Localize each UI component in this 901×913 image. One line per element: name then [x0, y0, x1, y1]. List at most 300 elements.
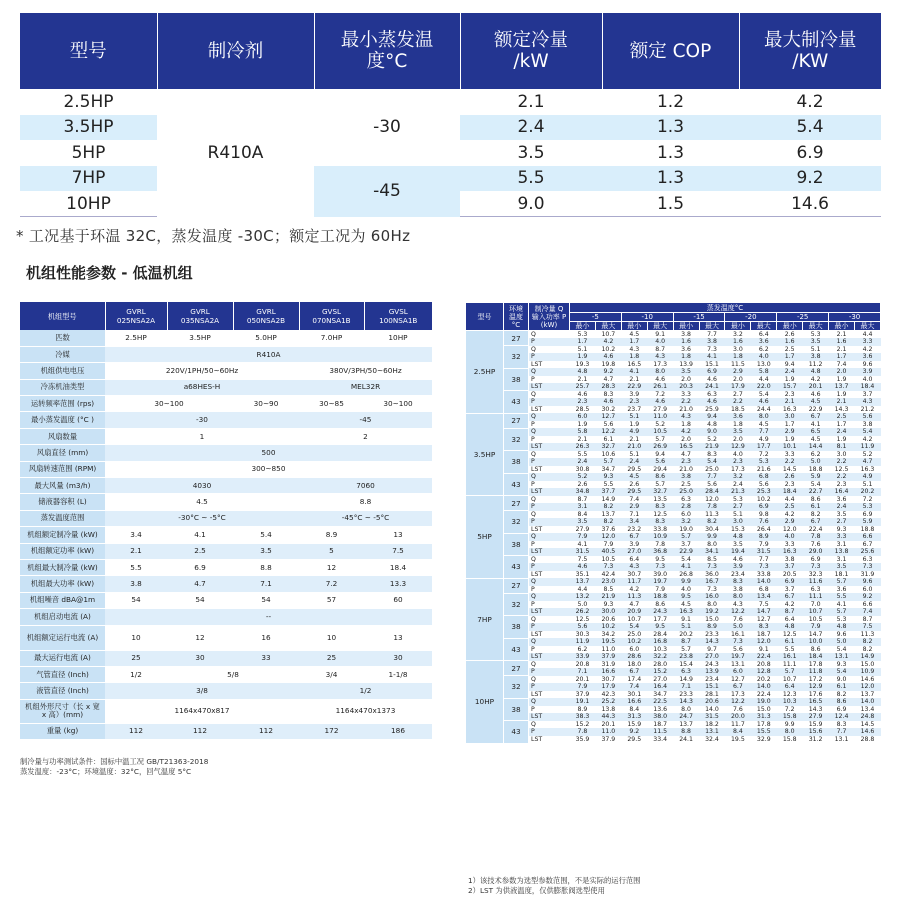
perf-value: 31.3: [751, 713, 777, 721]
perf-value: 7.1: [570, 668, 596, 676]
perf-value: 6.5: [803, 428, 829, 436]
perf-param-label: Q: [529, 346, 570, 354]
perf-value: 13.7: [854, 691, 880, 699]
perf-row: [466, 421, 881, 429]
perf-value: 10.7: [777, 676, 803, 684]
perf-minmax: 最小: [570, 322, 596, 331]
perf-value: 9.3: [829, 661, 855, 669]
perf-value: 4.1: [803, 421, 829, 429]
perf-value: 2.5: [777, 346, 803, 354]
perf-value: 8.5: [699, 556, 725, 564]
spec-label: 机组额定功率 (kW): [20, 543, 105, 559]
perf-value: 4.5: [621, 473, 647, 481]
perf-value: 5.8: [570, 428, 596, 436]
perf-value: 4.0: [854, 376, 880, 384]
spec-row: [20, 723, 432, 739]
perf-value: 5.6: [699, 481, 725, 489]
spec-label: 风扇直径 (mm): [20, 445, 105, 461]
perf-value: 3.9: [854, 368, 880, 376]
header-line: 温度: [509, 312, 523, 321]
perf-value: 6.1: [829, 683, 855, 691]
perf-row: [466, 428, 881, 436]
perf-value: 10.7: [803, 608, 829, 616]
perf-value: 24.3: [699, 661, 725, 669]
perf-value: 17.6: [803, 691, 829, 699]
header-line: /kW: [513, 51, 549, 72]
spec-value: 3/8: [105, 683, 299, 699]
perf-value: 3.5: [803, 338, 829, 346]
perf-value: 7.3: [699, 563, 725, 571]
perf-value: 8.6: [829, 698, 855, 706]
perf-value: 37.9: [595, 653, 621, 661]
spec-row: [20, 683, 432, 699]
summary-model: 10HP: [20, 191, 157, 217]
perf-value: 18.4: [777, 488, 803, 496]
perf-param-label: LST: [529, 466, 570, 474]
perf-value: 3.3: [829, 533, 855, 541]
perf-value: 31.5: [570, 548, 596, 556]
perf-value: 5.7: [673, 646, 699, 654]
perf-value: 31.2: [803, 736, 829, 744]
perf-model: 2.5HP: [466, 331, 504, 414]
summary-cop: 1.3: [602, 166, 739, 192]
perf-value: 5.9: [803, 473, 829, 481]
perf-value: 4.8: [829, 623, 855, 631]
perf-value: 6.1: [595, 436, 621, 444]
perf-value: 14.9: [673, 676, 699, 684]
perf-value: 2.3: [570, 398, 596, 406]
perf-value: 6.7: [803, 518, 829, 526]
summary-cop: 1.5: [602, 191, 739, 217]
perf-value: 8.7: [777, 608, 803, 616]
perf-value: 10.3: [647, 646, 673, 654]
perf-value: 32.2: [647, 653, 673, 661]
header-line: 050NSA2B: [246, 316, 286, 325]
perf-value: 9.0: [829, 676, 855, 684]
perf-value: 3.5: [570, 518, 596, 526]
perf-header-param: [529, 303, 570, 331]
spec-value: -30: [105, 412, 299, 428]
perf-value: 5.6: [570, 623, 596, 631]
perf-value: 8.9: [570, 706, 596, 714]
perf-param-label: LST: [529, 548, 570, 556]
perf-value: 28.4: [699, 488, 725, 496]
spec-note-line: 制冷量与功率测试条件：国标中温工况 GB/T21363-2018: [20, 757, 209, 766]
perf-value: 13.1: [699, 728, 725, 736]
perf-value: 2.5: [777, 503, 803, 511]
perf-value: 4.0: [725, 451, 751, 459]
perf-row: [466, 398, 881, 406]
perf-value: 14.6: [854, 676, 880, 684]
perf-ambient: 32: [504, 593, 529, 616]
perf-value: 2.3: [777, 391, 803, 399]
perf-value: 15.0: [699, 616, 725, 624]
spec-value: 380V/3PH/50~60Hz: [299, 363, 432, 379]
perf-minmax: 最小: [673, 322, 699, 331]
header-line: 型号: [69, 40, 107, 62]
perf-value: 4.3: [621, 346, 647, 354]
perf-value: 16.4: [829, 488, 855, 496]
perf-value: 8.3: [725, 578, 751, 586]
perf-value: 6.9: [777, 578, 803, 586]
perf-param-label: LST: [529, 383, 570, 391]
perf-value: 18.8: [854, 526, 880, 534]
header-line: GVRL: [126, 307, 146, 316]
perf-value: 18.7: [751, 631, 777, 639]
perf-minmax: 最大: [647, 322, 673, 331]
perf-value: 5.6: [595, 421, 621, 429]
perf-value: 21.0: [673, 466, 699, 474]
perf-value: 10.5: [803, 616, 829, 624]
spec-label: 机组最大功率 (kW): [20, 576, 105, 592]
perf-value: 11.8: [803, 668, 829, 676]
perf-value: 23.4: [725, 571, 751, 579]
spec-header-cell: [233, 302, 299, 330]
perf-value: 2.5: [829, 413, 855, 421]
perf-value: 2.2: [673, 398, 699, 406]
perf-value: 8.2: [803, 511, 829, 519]
spec-value: 3.5: [233, 543, 299, 559]
perf-value: 4.6: [570, 391, 596, 399]
perf-value: 17.7: [647, 616, 673, 624]
perf-value: 24.8: [854, 713, 880, 721]
perf-param-label: P: [529, 458, 570, 466]
perf-value: 4.7: [595, 376, 621, 384]
perf-value: 4.4: [777, 496, 803, 504]
perf-value: 5.7: [673, 533, 699, 541]
perf-value: 18.0: [621, 661, 647, 669]
spec-value: R410A: [105, 346, 432, 362]
spec-value: 112: [167, 723, 233, 739]
perf-value: 12.2: [725, 608, 751, 616]
perf-value: 4.8: [725, 533, 751, 541]
perf-value: 6.4: [777, 616, 803, 624]
perf-row: [466, 533, 881, 541]
perf-value: 28.3: [595, 383, 621, 391]
perf-value: 22.9: [673, 548, 699, 556]
spec-value: 54: [105, 592, 167, 608]
summary-footnote: * 工况基于环温 32C，蒸发温度 -30C；额定工况为 60Hz: [16, 227, 411, 245]
header-line: 最大制冷量: [763, 30, 857, 51]
summary-rated-capacity: 5.5: [460, 166, 602, 192]
perf-value: 14.7: [803, 631, 829, 639]
perf-value: 10.9: [647, 533, 673, 541]
spec-value: 500: [105, 445, 432, 461]
perf-value: 7.1: [621, 511, 647, 519]
perf-row: [466, 473, 881, 481]
perf-value: 9.7: [699, 646, 725, 654]
perf-row: [466, 436, 881, 444]
spec-value: 30~90: [233, 396, 299, 412]
perf-value: 34.7: [647, 691, 673, 699]
perf-value: 23.4: [699, 676, 725, 684]
perf-row: [466, 331, 881, 339]
perf-value: 12.5: [777, 631, 803, 639]
perf-value: 13.7: [595, 511, 621, 519]
perf-value: 17.8: [751, 721, 777, 729]
perf-evap-temp: -15: [673, 313, 725, 322]
perf-row: [466, 706, 881, 714]
perf-row: [466, 376, 881, 384]
perf-value: 8.2: [854, 646, 880, 654]
perf-value: 3.8: [854, 421, 880, 429]
perf-value: 42.3: [595, 691, 621, 699]
perf-value: 3.2: [725, 331, 751, 339]
header-line: (kW): [540, 320, 558, 329]
perf-value: 20.2: [751, 676, 777, 684]
perf-value: 5.3: [803, 331, 829, 339]
perf-value: 17.3: [647, 361, 673, 369]
perf-value: 38.3: [570, 713, 596, 721]
perf-value: 6.4: [621, 556, 647, 564]
spec-row: [20, 576, 432, 592]
spec-value: 30~100: [105, 396, 233, 412]
perf-value: 4.5: [621, 331, 647, 339]
perf-value: 4.3: [854, 398, 880, 406]
perf-value: 10.2: [595, 623, 621, 631]
perf-value: 20.2: [854, 488, 880, 496]
spec-row: [20, 428, 432, 444]
spec-value: -30°C ~ -5°C: [105, 510, 299, 526]
perf-value: 2.1: [570, 376, 596, 384]
spec-label: 机组启动电流 (A): [20, 609, 105, 625]
perf-param-label: Q: [529, 511, 570, 519]
perf-value: 18.5: [725, 406, 751, 414]
spec-value: 30: [167, 650, 233, 666]
spec-value: 33: [233, 650, 299, 666]
spec-value: 5.0HP: [233, 330, 299, 346]
perf-value: 18.4: [803, 653, 829, 661]
spec-value: 4.7: [167, 576, 233, 592]
perf-value: 2.3: [725, 458, 751, 466]
perf-value: 6.7: [803, 413, 829, 421]
perf-row: [466, 443, 881, 451]
perf-value: 7.8: [570, 728, 596, 736]
perf-value: 8.3: [829, 721, 855, 729]
perf-value: 7.7: [699, 473, 725, 481]
perf-value: 8.3: [699, 451, 725, 459]
perf-value: 4.5: [803, 398, 829, 406]
perf-value: 2.6: [621, 481, 647, 489]
perf-value: 7.9: [595, 541, 621, 549]
perf-value: 4.9: [751, 436, 777, 444]
perf-value: 30.7: [595, 676, 621, 684]
perf-value: 7.7: [751, 428, 777, 436]
perf-value: 4.0: [647, 338, 673, 346]
perf-value: 7.4: [854, 608, 880, 616]
perf-value: 8.7: [570, 496, 596, 504]
perf-value: 6.9: [803, 556, 829, 564]
summary-cop: 1.3: [656, 142, 685, 163]
perf-value: 12.9: [725, 443, 751, 451]
summary-cop: 1.3: [602, 115, 739, 141]
perf-value: 8.9: [699, 623, 725, 631]
perf-value: 25.0: [699, 466, 725, 474]
perf-value: 8.7: [854, 616, 880, 624]
perf-ambient: 43: [504, 473, 529, 496]
perf-value: 15.7: [777, 383, 803, 391]
spec-value: -45°C ~ -5°C: [299, 510, 432, 526]
perf-value: 3.6: [673, 346, 699, 354]
perf-value: 7.2: [647, 391, 673, 399]
spec-row: [20, 494, 432, 510]
spec-value: 1164x470x817: [105, 699, 299, 723]
perf-value: 4.0: [673, 586, 699, 594]
perf-value: 32.7: [647, 488, 673, 496]
perf-value: 22.4: [751, 653, 777, 661]
perf-value: 22.4: [803, 526, 829, 534]
perf-value: 6.9: [751, 503, 777, 511]
spec-value: 8.8: [233, 559, 299, 575]
spec-value: 1: [105, 428, 299, 444]
perf-value: 14.9: [854, 653, 880, 661]
spec-label: 机组最大制冷量 (kW): [20, 559, 105, 575]
perf-value: 3.6: [829, 586, 855, 594]
perf-value: 6.3: [699, 391, 725, 399]
perf-value: 12.0: [595, 533, 621, 541]
perf-value: 23.0: [595, 578, 621, 586]
perf-value: 8.1: [829, 443, 855, 451]
perf-param-label: P: [529, 353, 570, 361]
perf-value: 25.2: [595, 698, 621, 706]
perf-value: 31.3: [621, 713, 647, 721]
perf-value: 6.3: [803, 586, 829, 594]
perf-minmax: 最大: [595, 322, 621, 331]
perf-value: 12.8: [751, 668, 777, 676]
summary-max-capacity: 9.2: [739, 166, 881, 192]
perf-value: 12.3: [777, 691, 803, 699]
perf-value: 18.8: [803, 466, 829, 474]
perf-header-evap: 蒸发温度°C: [570, 303, 881, 313]
perf-evap-temp: -30: [829, 313, 881, 322]
perf-value: 11.5: [647, 728, 673, 736]
perf-value: 3.8: [777, 556, 803, 564]
spec-value: 5.4: [233, 527, 299, 543]
perf-value: 4.0: [777, 533, 803, 541]
perf-minmax: 最小: [777, 322, 803, 331]
perf-value: 32.7: [595, 443, 621, 451]
perf-param-label: LST: [529, 526, 570, 534]
perf-value: 15.8: [777, 713, 803, 721]
perf-value: 2.4: [570, 458, 596, 466]
perf-value: 44.3: [595, 713, 621, 721]
perf-value: 5.2: [854, 451, 880, 459]
perf-value: 5.7: [829, 578, 855, 586]
perf-value: 13.1: [829, 653, 855, 661]
perf-value: 9.2: [621, 728, 647, 736]
perf-value: 11.1: [803, 593, 829, 601]
perf-value: 5.0: [803, 458, 829, 466]
perf-value: 3.6: [854, 353, 880, 361]
perf-minmax: 最小: [725, 322, 751, 331]
perf-value: 20.3: [673, 383, 699, 391]
perf-value: 19.7: [647, 578, 673, 586]
perf-value: 2.7: [829, 518, 855, 526]
perf-value: 7.3: [595, 563, 621, 571]
perf-value: 26.9: [647, 443, 673, 451]
spec-value: 3.5HP: [167, 330, 233, 346]
performance-footnote: [468, 876, 640, 896]
perf-value: 5.6: [751, 481, 777, 489]
perf-value: 25.9: [699, 406, 725, 414]
perf-value: 13.9: [673, 361, 699, 369]
perf-value: 39.0: [647, 571, 673, 579]
perf-row: [466, 631, 881, 639]
perf-value: 12.0: [854, 683, 880, 691]
perf-value: 1.8: [725, 353, 751, 361]
perf-value: 4.6: [647, 376, 673, 384]
perf-value: 23.3: [673, 691, 699, 699]
spec-footnote: [20, 757, 208, 777]
perf-value: 21.2: [854, 406, 880, 414]
spec-value: 57: [299, 592, 364, 608]
perf-value: 4.8: [803, 368, 829, 376]
summary-model: 5HP: [71, 142, 106, 163]
perf-value: 27.0: [647, 676, 673, 684]
perf-row: [466, 586, 881, 594]
summary-header-cell: [602, 13, 739, 89]
spec-value: 5.5: [105, 559, 167, 575]
perf-value: 2.6: [777, 331, 803, 339]
summary-min-evap: -45: [314, 166, 460, 217]
spec-label: 运转频率范围 (rps): [20, 396, 105, 412]
perf-value: 1.9: [570, 421, 596, 429]
spec-value: 186: [364, 723, 432, 739]
spec-value: 112: [233, 723, 299, 739]
perf-value: 5.4: [621, 623, 647, 631]
perf-value: 4.1: [673, 563, 699, 571]
perf-value: 1.6: [725, 338, 751, 346]
perf-value: 1.7: [570, 338, 596, 346]
perf-value: 3.6: [829, 496, 855, 504]
perf-row: [466, 661, 881, 669]
perf-value: 30.4: [699, 526, 725, 534]
perf-value: 2.5: [673, 481, 699, 489]
perf-value: 15.1: [699, 361, 725, 369]
perf-value: 4.4: [570, 586, 596, 594]
section-title: 机组性能参数 - 低温机组: [26, 264, 193, 282]
perf-value: 5.4: [803, 481, 829, 489]
perf-param-label: P: [529, 421, 570, 429]
perf-value: 13.8: [595, 706, 621, 714]
perf-value: 11.7: [725, 721, 751, 729]
spec-row: [20, 412, 432, 428]
perf-value: 8.0: [725, 593, 751, 601]
spec-value: 1/2: [299, 683, 432, 699]
perf-ambient: 43: [504, 638, 529, 661]
spec-header-cell: [364, 302, 432, 330]
perf-row: [466, 668, 881, 676]
perf-value: 2.7: [725, 391, 751, 399]
perf-value: 4.6: [595, 353, 621, 361]
perf-value: 4.5: [751, 421, 777, 429]
perf-row: [466, 683, 881, 691]
perf-value: 1.8: [673, 353, 699, 361]
perf-param-label: Q: [529, 428, 570, 436]
perf-param-label: LST: [529, 608, 570, 616]
header-line: /KW: [792, 51, 829, 72]
perf-value: 5.2: [699, 436, 725, 444]
perf-value: 24.1: [699, 383, 725, 391]
perf-ambient: 27: [504, 661, 529, 676]
spec-label: 冷媒: [20, 346, 105, 362]
perf-value: 5.1: [621, 451, 647, 459]
perf-value: 10.2: [751, 496, 777, 504]
perf-value: 1.7: [621, 338, 647, 346]
perf-param-label: LST: [529, 361, 570, 369]
spec-row: [20, 510, 432, 526]
perf-value: 18.1: [829, 571, 855, 579]
